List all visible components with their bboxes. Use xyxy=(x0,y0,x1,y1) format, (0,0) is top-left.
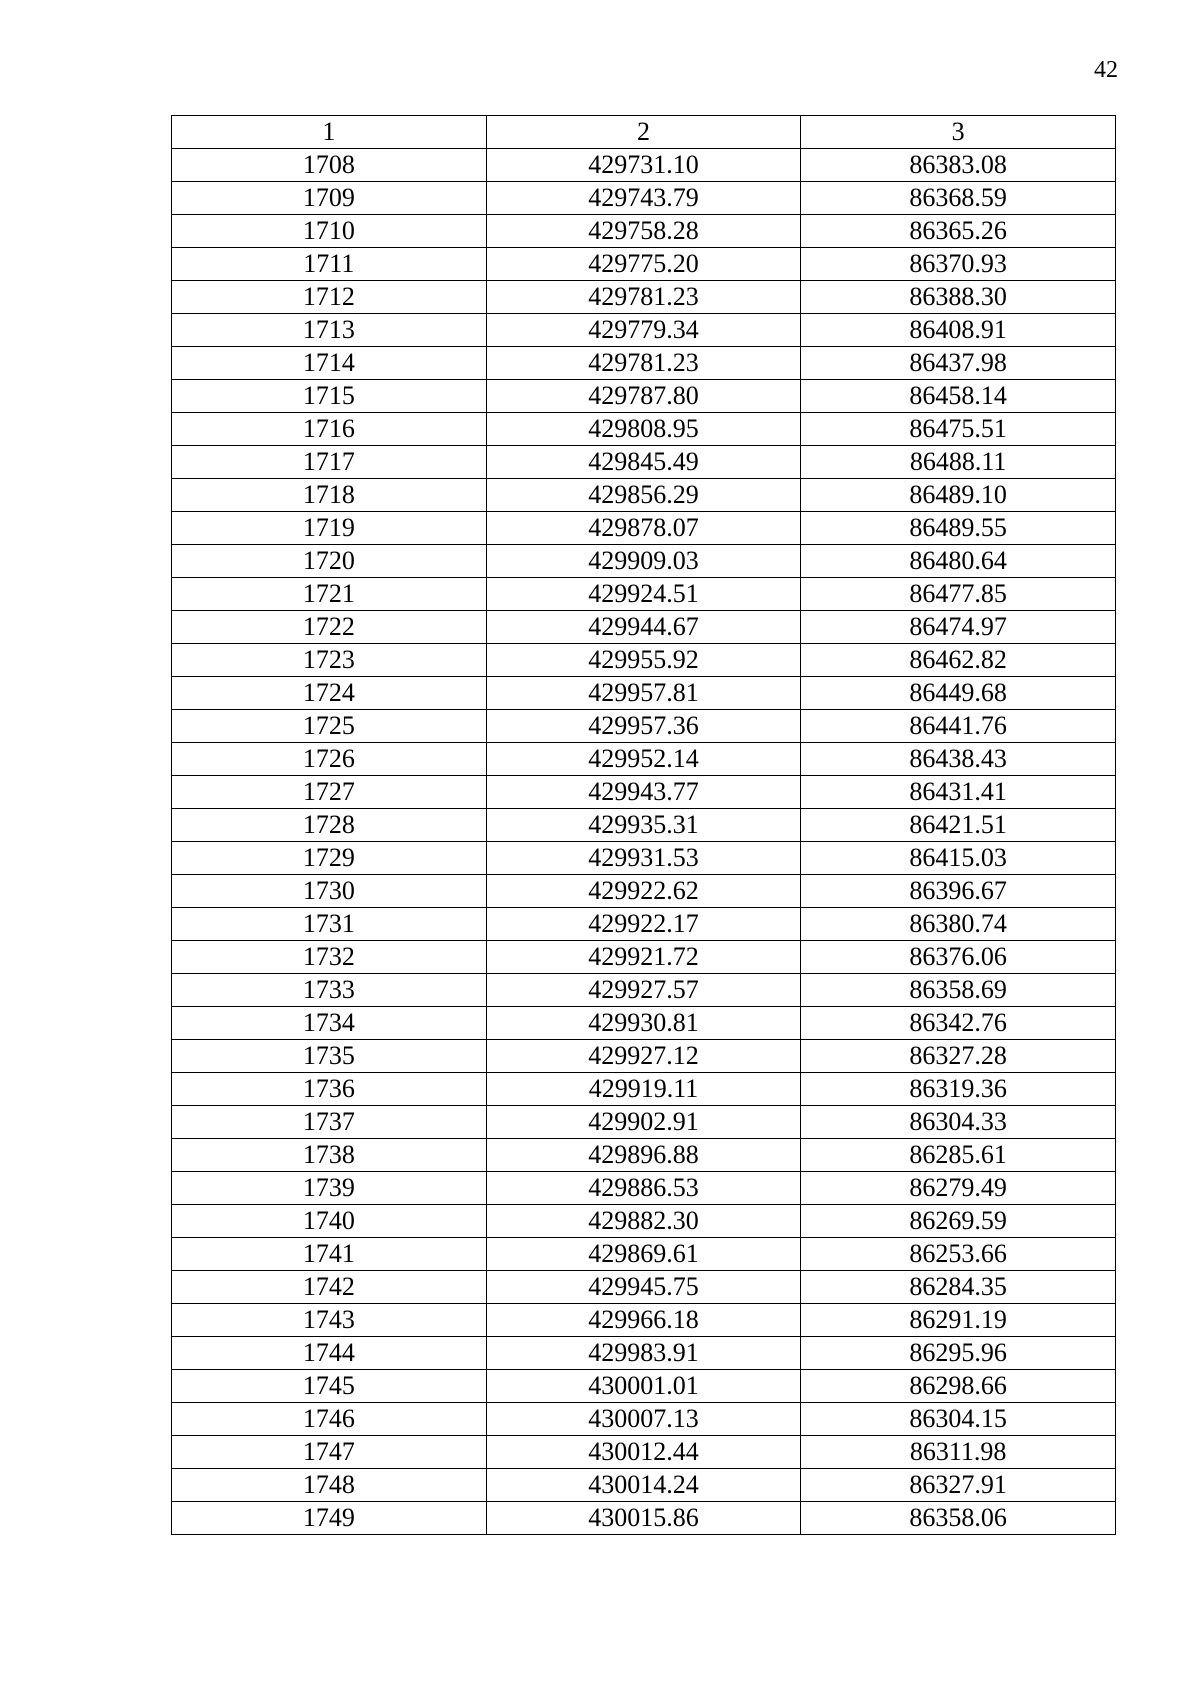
table-row xyxy=(172,743,1116,776)
x-coordinate-cell: 429966.18 xyxy=(486,1304,801,1337)
point-number-cell: 1711 xyxy=(172,248,487,281)
table-row xyxy=(172,149,1116,182)
point-number-cell: 1727 xyxy=(172,776,487,809)
x-coordinate-cell: 429878.07 xyxy=(486,512,801,545)
y-coordinate-cell: 86269.59 xyxy=(801,1205,1116,1238)
y-coordinate-cell: 86380.74 xyxy=(801,908,1116,941)
x-coordinate-cell: 429743.79 xyxy=(486,182,801,215)
table-header-row xyxy=(172,116,1116,149)
table-row xyxy=(172,215,1116,248)
y-coordinate-cell: 86358.69 xyxy=(801,974,1116,1007)
point-number-cell: 1715 xyxy=(172,380,487,413)
table-row xyxy=(172,842,1116,875)
point-number-cell: 1731 xyxy=(172,908,487,941)
table-row xyxy=(172,1172,1116,1205)
table-row xyxy=(172,479,1116,512)
x-coordinate-cell: 430015.86 xyxy=(486,1502,801,1535)
y-coordinate-cell: 86438.43 xyxy=(801,743,1116,776)
y-coordinate-cell: 86327.91 xyxy=(801,1469,1116,1502)
table-row xyxy=(172,347,1116,380)
table-row xyxy=(172,776,1116,809)
point-number-cell: 1722 xyxy=(172,611,487,644)
point-number-cell: 1736 xyxy=(172,1073,487,1106)
x-coordinate-cell: 429945.75 xyxy=(486,1271,801,1304)
point-number-cell: 1730 xyxy=(172,875,487,908)
x-coordinate-cell: 429886.53 xyxy=(486,1172,801,1205)
table-row xyxy=(172,1139,1116,1172)
x-coordinate-cell: 429927.57 xyxy=(486,974,801,1007)
x-coordinate-cell: 429983.91 xyxy=(486,1337,801,1370)
point-number-cell: 1737 xyxy=(172,1106,487,1139)
x-coordinate-cell: 429943.77 xyxy=(486,776,801,809)
y-coordinate-cell: 86279.49 xyxy=(801,1172,1116,1205)
point-number-cell: 1742 xyxy=(172,1271,487,1304)
y-coordinate-cell: 86284.35 xyxy=(801,1271,1116,1304)
y-coordinate-cell: 86311.98 xyxy=(801,1436,1116,1469)
x-coordinate-cell: 429921.72 xyxy=(486,941,801,974)
point-number-cell: 1709 xyxy=(172,182,487,215)
table-row xyxy=(172,1469,1116,1502)
x-coordinate-cell: 430007.13 xyxy=(486,1403,801,1436)
table-row xyxy=(172,413,1116,446)
table-row xyxy=(172,908,1116,941)
point-number-cell: 1710 xyxy=(172,215,487,248)
point-number-cell: 1748 xyxy=(172,1469,487,1502)
y-coordinate-cell: 86295.96 xyxy=(801,1337,1116,1370)
y-coordinate-cell: 86480.64 xyxy=(801,545,1116,578)
table-row xyxy=(172,1238,1116,1271)
table-row xyxy=(172,512,1116,545)
y-coordinate-cell: 86304.15 xyxy=(801,1403,1116,1436)
x-coordinate-cell: 429787.80 xyxy=(486,380,801,413)
y-coordinate-cell: 86431.41 xyxy=(801,776,1116,809)
x-coordinate-cell: 430014.24 xyxy=(486,1469,801,1502)
y-coordinate-cell: 86475.51 xyxy=(801,413,1116,446)
point-number-cell: 1717 xyxy=(172,446,487,479)
point-number-cell: 1741 xyxy=(172,1238,487,1271)
y-coordinate-cell: 86388.30 xyxy=(801,281,1116,314)
y-coordinate-cell: 86474.97 xyxy=(801,611,1116,644)
y-coordinate-cell: 86253.66 xyxy=(801,1238,1116,1271)
table-header xyxy=(172,116,1116,149)
point-number-cell: 1746 xyxy=(172,1403,487,1436)
table-row xyxy=(172,809,1116,842)
x-coordinate-cell: 429775.20 xyxy=(486,248,801,281)
table-body xyxy=(172,149,1116,1535)
x-coordinate-cell: 430012.44 xyxy=(486,1436,801,1469)
x-coordinate-cell: 429927.12 xyxy=(486,1040,801,1073)
point-number-cell: 1739 xyxy=(172,1172,487,1205)
y-coordinate-cell: 86488.11 xyxy=(801,446,1116,479)
x-coordinate-cell: 429922.17 xyxy=(486,908,801,941)
x-coordinate-cell: 429845.49 xyxy=(486,446,801,479)
table-row xyxy=(172,314,1116,347)
y-coordinate-cell: 86396.67 xyxy=(801,875,1116,908)
y-coordinate-cell: 86408.91 xyxy=(801,314,1116,347)
x-coordinate-cell: 429931.53 xyxy=(486,842,801,875)
y-coordinate-cell: 86370.93 xyxy=(801,248,1116,281)
point-number-cell: 1744 xyxy=(172,1337,487,1370)
x-coordinate-cell: 429869.61 xyxy=(486,1238,801,1271)
y-coordinate-cell: 86477.85 xyxy=(801,578,1116,611)
table-row xyxy=(172,710,1116,743)
x-coordinate-cell: 429902.91 xyxy=(486,1106,801,1139)
x-coordinate-cell: 429882.30 xyxy=(486,1205,801,1238)
y-coordinate-cell: 86285.61 xyxy=(801,1139,1116,1172)
table-row xyxy=(172,1271,1116,1304)
x-coordinate-cell: 429856.29 xyxy=(486,479,801,512)
point-number-cell: 1726 xyxy=(172,743,487,776)
y-coordinate-cell: 86319.36 xyxy=(801,1073,1116,1106)
point-number-cell: 1712 xyxy=(172,281,487,314)
y-coordinate-cell: 86368.59 xyxy=(801,182,1116,215)
table-row xyxy=(172,1106,1116,1139)
y-coordinate-cell: 86342.76 xyxy=(801,1007,1116,1040)
x-coordinate-cell: 429957.81 xyxy=(486,677,801,710)
y-coordinate-cell: 86449.68 xyxy=(801,677,1116,710)
table-row xyxy=(172,1436,1116,1469)
point-number-cell: 1733 xyxy=(172,974,487,1007)
x-coordinate-cell: 429731.10 xyxy=(486,149,801,182)
point-number-cell: 1732 xyxy=(172,941,487,974)
y-coordinate-cell: 86327.28 xyxy=(801,1040,1116,1073)
table-row xyxy=(172,1205,1116,1238)
y-coordinate-cell: 86421.51 xyxy=(801,809,1116,842)
table-row xyxy=(172,281,1116,314)
table-row xyxy=(172,1502,1116,1535)
table-row xyxy=(172,875,1116,908)
column-header-1: 1 xyxy=(172,116,487,149)
x-coordinate-cell: 429896.88 xyxy=(486,1139,801,1172)
y-coordinate-cell: 86437.98 xyxy=(801,347,1116,380)
table-row xyxy=(172,644,1116,677)
x-coordinate-cell: 429922.62 xyxy=(486,875,801,908)
point-number-cell: 1708 xyxy=(172,149,487,182)
point-number-cell: 1725 xyxy=(172,710,487,743)
table-row xyxy=(172,1370,1116,1403)
table-row xyxy=(172,941,1116,974)
x-coordinate-cell: 429955.92 xyxy=(486,644,801,677)
point-number-cell: 1740 xyxy=(172,1205,487,1238)
table-row xyxy=(172,1304,1116,1337)
y-coordinate-cell: 86376.06 xyxy=(801,941,1116,974)
table-row xyxy=(172,446,1116,479)
point-number-cell: 1721 xyxy=(172,578,487,611)
y-coordinate-cell: 86462.82 xyxy=(801,644,1116,677)
page-number: 42 xyxy=(1094,57,1118,83)
point-number-cell: 1728 xyxy=(172,809,487,842)
point-number-cell: 1724 xyxy=(172,677,487,710)
x-coordinate-cell: 429935.31 xyxy=(486,809,801,842)
y-coordinate-cell: 86298.66 xyxy=(801,1370,1116,1403)
point-number-cell: 1747 xyxy=(172,1436,487,1469)
point-number-cell: 1720 xyxy=(172,545,487,578)
point-number-cell: 1743 xyxy=(172,1304,487,1337)
x-coordinate-cell: 429909.03 xyxy=(486,545,801,578)
point-number-cell: 1734 xyxy=(172,1007,487,1040)
table-row xyxy=(172,974,1116,1007)
table-row xyxy=(172,578,1116,611)
x-coordinate-cell: 429924.51 xyxy=(486,578,801,611)
table-row xyxy=(172,1337,1116,1370)
y-coordinate-cell: 86365.26 xyxy=(801,215,1116,248)
table-row xyxy=(172,611,1116,644)
point-number-cell: 1729 xyxy=(172,842,487,875)
x-coordinate-cell: 429930.81 xyxy=(486,1007,801,1040)
column-header-2: 2 xyxy=(486,116,801,149)
point-number-cell: 1713 xyxy=(172,314,487,347)
table-row xyxy=(172,182,1116,215)
point-number-cell: 1719 xyxy=(172,512,487,545)
y-coordinate-cell: 86291.19 xyxy=(801,1304,1116,1337)
table-row xyxy=(172,1007,1116,1040)
point-number-cell: 1714 xyxy=(172,347,487,380)
point-number-cell: 1738 xyxy=(172,1139,487,1172)
x-coordinate-cell: 429808.95 xyxy=(486,413,801,446)
y-coordinate-cell: 86383.08 xyxy=(801,149,1116,182)
x-coordinate-cell: 429957.36 xyxy=(486,710,801,743)
table-row xyxy=(172,1073,1116,1106)
x-coordinate-cell: 429781.23 xyxy=(486,347,801,380)
y-coordinate-cell: 86458.14 xyxy=(801,380,1116,413)
x-coordinate-cell: 429779.34 xyxy=(486,314,801,347)
column-header-3: 3 xyxy=(801,116,1116,149)
y-coordinate-cell: 86441.76 xyxy=(801,710,1116,743)
y-coordinate-cell: 86415.03 xyxy=(801,842,1116,875)
table-row xyxy=(172,248,1116,281)
point-number-cell: 1716 xyxy=(172,413,487,446)
coordinates-table xyxy=(171,115,1116,1535)
point-number-cell: 1718 xyxy=(172,479,487,512)
y-coordinate-cell: 86358.06 xyxy=(801,1502,1116,1535)
table-row xyxy=(172,1040,1116,1073)
x-coordinate-cell: 429758.28 xyxy=(486,215,801,248)
x-coordinate-cell: 429781.23 xyxy=(486,281,801,314)
point-number-cell: 1723 xyxy=(172,644,487,677)
table-row xyxy=(172,1403,1116,1436)
point-number-cell: 1749 xyxy=(172,1502,487,1535)
y-coordinate-cell: 86304.33 xyxy=(801,1106,1116,1139)
x-coordinate-cell: 429952.14 xyxy=(486,743,801,776)
point-number-cell: 1735 xyxy=(172,1040,487,1073)
x-coordinate-cell: 430001.01 xyxy=(486,1370,801,1403)
x-coordinate-cell: 429919.11 xyxy=(486,1073,801,1106)
y-coordinate-cell: 86489.55 xyxy=(801,512,1116,545)
point-number-cell: 1745 xyxy=(172,1370,487,1403)
table-row xyxy=(172,677,1116,710)
table-row xyxy=(172,380,1116,413)
y-coordinate-cell: 86489.10 xyxy=(801,479,1116,512)
table-row xyxy=(172,545,1116,578)
x-coordinate-cell: 429944.67 xyxy=(486,611,801,644)
